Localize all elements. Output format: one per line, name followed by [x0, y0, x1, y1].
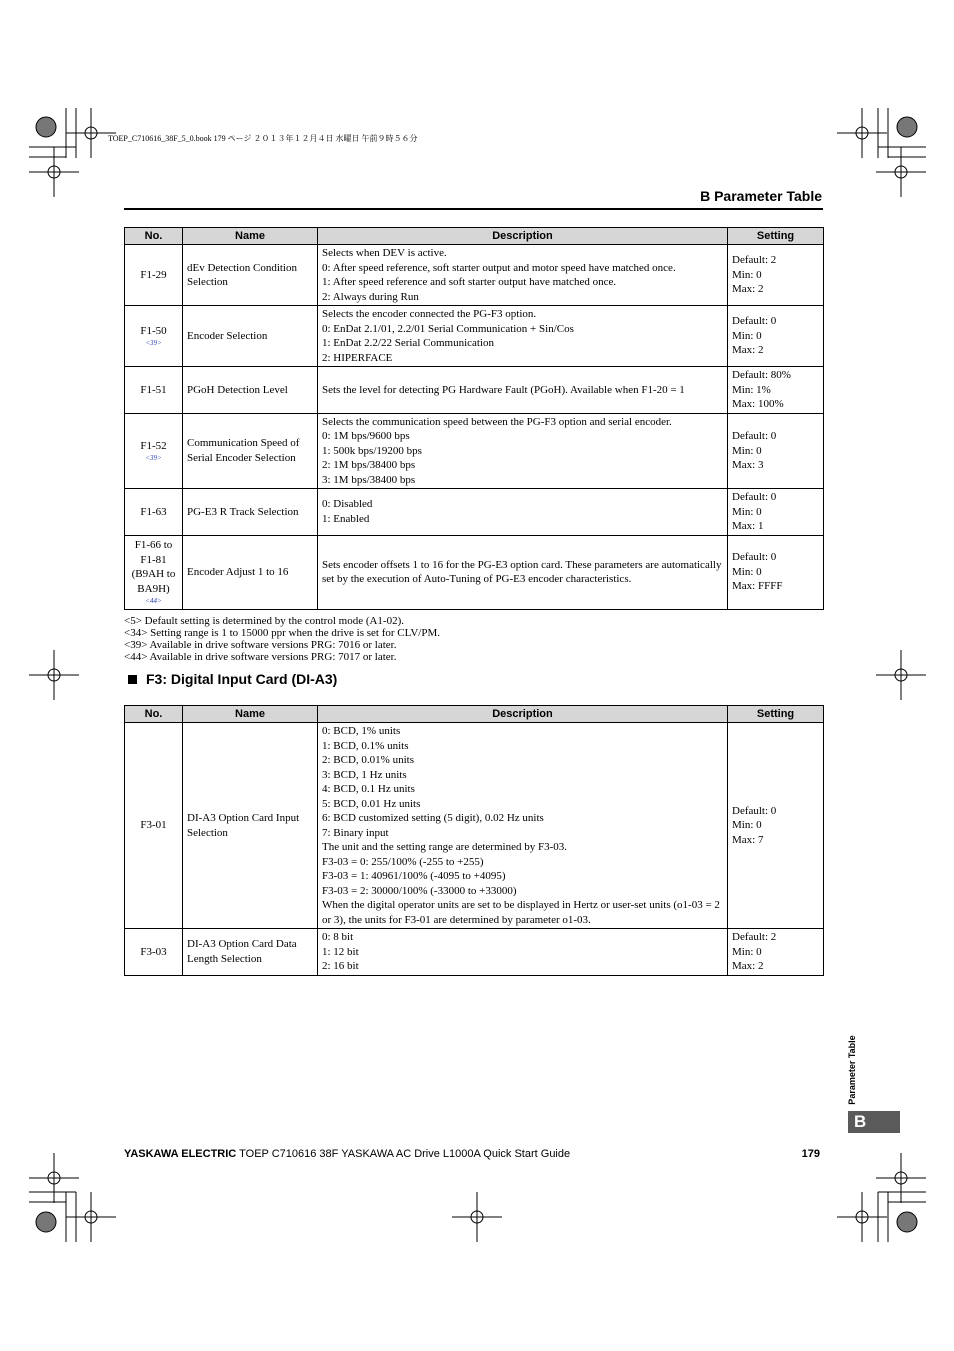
setting-max: Max: 7: [732, 833, 764, 846]
table-row: [125, 929, 824, 976]
book-info: TOEP_C710616_38F_5_0.book 179 ページ ２０１３年１２月４日 水曜日 午前９時５６分: [108, 134, 418, 143]
param-no: [125, 306, 183, 367]
desc-line: Sets encoder offsets 1 to 16 for the PG-E3 option card. These parameters are automatically set by the execution of Auto-Tuning of PG-E3 encoder characteristics.: [322, 558, 722, 585]
desc-line: 7: Binary input: [322, 826, 389, 839]
desc-line: F3-03 = 1: 40961/100% (-4095 to +4095): [322, 870, 506, 882]
desc-line: Sets the level for detecting PG Hardware Fault (PGoH). Available when F1-20 = 1: [322, 383, 685, 396]
desc-line: F3-03 = 2: 30000/100% (-33000 to +33000): [322, 884, 517, 897]
setting-default: Default: 0: [732, 430, 777, 442]
table-row: [125, 306, 824, 367]
desc-line: When the digital operator units are set to be displayed in Hertz or user-set units (o1-03 = 2 or 3), the units for F3-01 are determined by parameter o1-03.: [322, 899, 720, 926]
desc-line: 6: BCD customized setting (5 digit), 0.02 Hz units: [322, 812, 544, 824]
param-setting: [728, 535, 824, 609]
desc-line: 0: After speed reference, soft starter output and motor speed have matched once.: [322, 261, 676, 274]
desc-line: 1: Enabled: [322, 512, 370, 525]
desc-line: 2: 1M bps/38400 bps: [322, 459, 416, 471]
desc-line: 1: EnDat 2.2/22 Serial Communication: [322, 337, 495, 349]
desc-line: 2: 16 bit: [322, 960, 359, 972]
param-setting: [728, 306, 824, 367]
footnotes: [124, 615, 440, 663]
table-row: [125, 413, 824, 489]
setting-default: Default: 0: [732, 551, 777, 564]
param-no-text: F1-50: [140, 324, 167, 337]
setting-min: Min: 0: [732, 819, 762, 832]
setting-default: Default: 80%: [732, 369, 791, 381]
f3-parameter-table: [124, 705, 824, 976]
setting-default: Default: 0: [732, 491, 777, 503]
param-name: Encoder Adjust 1 to 16: [183, 535, 318, 609]
param-description: [318, 929, 728, 976]
table-row: [125, 489, 824, 536]
col-header-description: Description: [318, 228, 728, 245]
page-footer: [124, 1148, 820, 1160]
param-no: [125, 535, 183, 609]
param-no: [125, 489, 183, 536]
desc-line: 0: BCD, 1% units: [322, 725, 401, 737]
desc-line: 5: BCD, 0.01 Hz units: [322, 797, 421, 810]
param-name: PGoH Detection Level: [183, 367, 318, 414]
setting-max: Max: 100%: [732, 398, 784, 410]
setting-max: Max: 1: [732, 520, 764, 532]
desc-line: 1: BCD, 0.1% units: [322, 739, 409, 752]
footnote: <44> Available in drive software versions PRG: 7017 or later.: [124, 651, 397, 663]
setting-max: Max: 3: [732, 459, 764, 471]
desc-line: 0: EnDat 2.1/01, 2.2/01 Serial Communication + Sin/Cos: [322, 322, 574, 335]
table-header-row: [125, 228, 824, 245]
desc-line: 4: BCD, 0.1 Hz units: [322, 783, 415, 795]
desc-line: 2: BCD, 0.01% units: [322, 754, 414, 766]
param-no: [125, 245, 183, 306]
side-tab-letter: B: [848, 1111, 900, 1133]
setting-min: Min: 0: [732, 329, 762, 342]
table-row: [125, 723, 824, 929]
f1-parameter-table: [124, 227, 824, 610]
setting-max: Max: 2: [732, 344, 764, 357]
param-description: [318, 413, 728, 489]
footnote: <39> Available in drive software versions PRG: 7016 or later.: [124, 639, 397, 651]
footnote-ref-link[interactable]: <44>: [145, 597, 162, 605]
setting-max: Max: FFFF: [732, 580, 783, 593]
desc-line: 3: 1M bps/38400 bps: [322, 473, 416, 486]
desc-line: 3: BCD, 1 Hz units: [322, 768, 407, 781]
footnote: <5> Default setting is determined by the control mode (A1-02).: [124, 615, 405, 627]
setting-max: Max: 2: [732, 960, 764, 972]
setting-min: Min: 0: [732, 268, 762, 281]
param-setting: [728, 929, 824, 976]
setting-default: Default: 2: [732, 931, 777, 943]
param-no: [125, 367, 183, 414]
setting-max: Max: 2: [732, 283, 764, 296]
param-name: Communication Speed of Serial Encoder Selection: [183, 413, 318, 489]
desc-line: 2: HIPERFACE: [322, 351, 393, 364]
param-description: [318, 723, 728, 929]
param-no: F3-03: [125, 929, 183, 976]
param-no-text: F1-29: [140, 268, 167, 281]
table-row: [125, 367, 824, 414]
header-rule: [124, 208, 823, 210]
desc-line: 0: 8 bit: [322, 931, 354, 943]
setting-min: Min: 0: [732, 444, 762, 457]
param-description: [318, 535, 728, 609]
page-number: 179: [801, 1148, 820, 1160]
param-no-text: F1-66 to F1-81 (B9AH to BA9H): [131, 539, 176, 595]
desc-line: 0: 1M bps/9600 bps: [322, 430, 410, 442]
col-header-description: Description: [318, 706, 728, 723]
param-setting: [728, 367, 824, 414]
param-description: [318, 245, 728, 306]
setting-default: Default: 0: [732, 804, 777, 817]
param-name: dEv Detection Condition Selection: [183, 245, 318, 306]
setting-default: Default: 0: [732, 315, 777, 328]
param-setting: [728, 245, 824, 306]
desc-line: 1: 12 bit: [322, 945, 359, 958]
desc-line: The unit and the setting range are determined by F3-03.: [322, 841, 567, 853]
param-description: [318, 367, 728, 414]
col-header-setting: Setting: [728, 228, 824, 245]
param-no-text: F1-63: [140, 505, 167, 518]
col-header-no: No.: [125, 706, 183, 723]
param-no: [125, 413, 183, 489]
param-no-text: F1-51: [140, 383, 167, 396]
desc-line: 0: Disabled: [322, 498, 373, 511]
section-header: B Parameter Table: [700, 188, 822, 204]
square-bullet-icon: [128, 675, 137, 684]
desc-line: F3-03 = 0: 255/100% (-255 to +255): [322, 855, 484, 868]
param-name: PG-E3 R Track Selection: [183, 489, 318, 536]
param-name: Encoder Selection: [183, 306, 318, 367]
desc-line: Selects when DEV is active.: [322, 247, 447, 259]
param-name: DI-A3 Option Card Input Selection: [183, 723, 318, 929]
setting-min: Min: 0: [732, 565, 762, 578]
param-name: DI-A3 Option Card Data Length Selection: [183, 929, 318, 976]
side-tab-label: Parameter Table: [847, 1035, 857, 1105]
subheading-text: F3: Digital Input Card (DI-A3): [146, 671, 338, 687]
desc-line: 1: After speed reference and soft starter output have matched once.: [322, 276, 617, 288]
setting-default: Default: 2: [732, 254, 777, 267]
table-row: [125, 535, 824, 609]
param-no-text: F1-52: [140, 439, 167, 452]
param-setting: [728, 413, 824, 489]
table-header-row: [125, 706, 824, 723]
setting-min: Min: 0: [732, 945, 762, 958]
footer-brand: YASKAWA ELECTRIC: [124, 1148, 237, 1160]
desc-line: Selects the communication speed between the PG-F3 option and serial encoder.: [322, 415, 672, 428]
desc-line: 2: Always during Run: [322, 290, 419, 303]
table-row: [125, 245, 824, 306]
param-description: [318, 489, 728, 536]
setting-min: Min: 1%: [732, 383, 771, 396]
col-header-no: No.: [125, 228, 183, 245]
footnote: <34> Setting range is 1 to 15000 ppr when the drive is set for CLV/PM.: [124, 627, 441, 639]
footnote-ref-link[interactable]: <39>: [145, 339, 162, 348]
desc-line: 1: 500k bps/19200 bps: [322, 444, 422, 457]
section-subheading: [128, 671, 337, 687]
footer-doc-title: TOEP C710616 38F YASKAWA AC Drive L1000A Quick Start Guide: [236, 1148, 571, 1160]
col-header-setting: Setting: [728, 706, 824, 723]
setting-min: Min: 0: [732, 505, 762, 518]
col-header-name: Name: [183, 228, 318, 245]
desc-line: Selects the encoder connected the PG-F3 option.: [322, 308, 537, 320]
param-description: [318, 306, 728, 367]
param-no: F3-01: [125, 723, 183, 929]
param-setting: [728, 723, 824, 929]
footnote-ref-link[interactable]: <39>: [145, 454, 162, 462]
param-setting: [728, 489, 824, 536]
col-header-name: Name: [183, 706, 318, 723]
